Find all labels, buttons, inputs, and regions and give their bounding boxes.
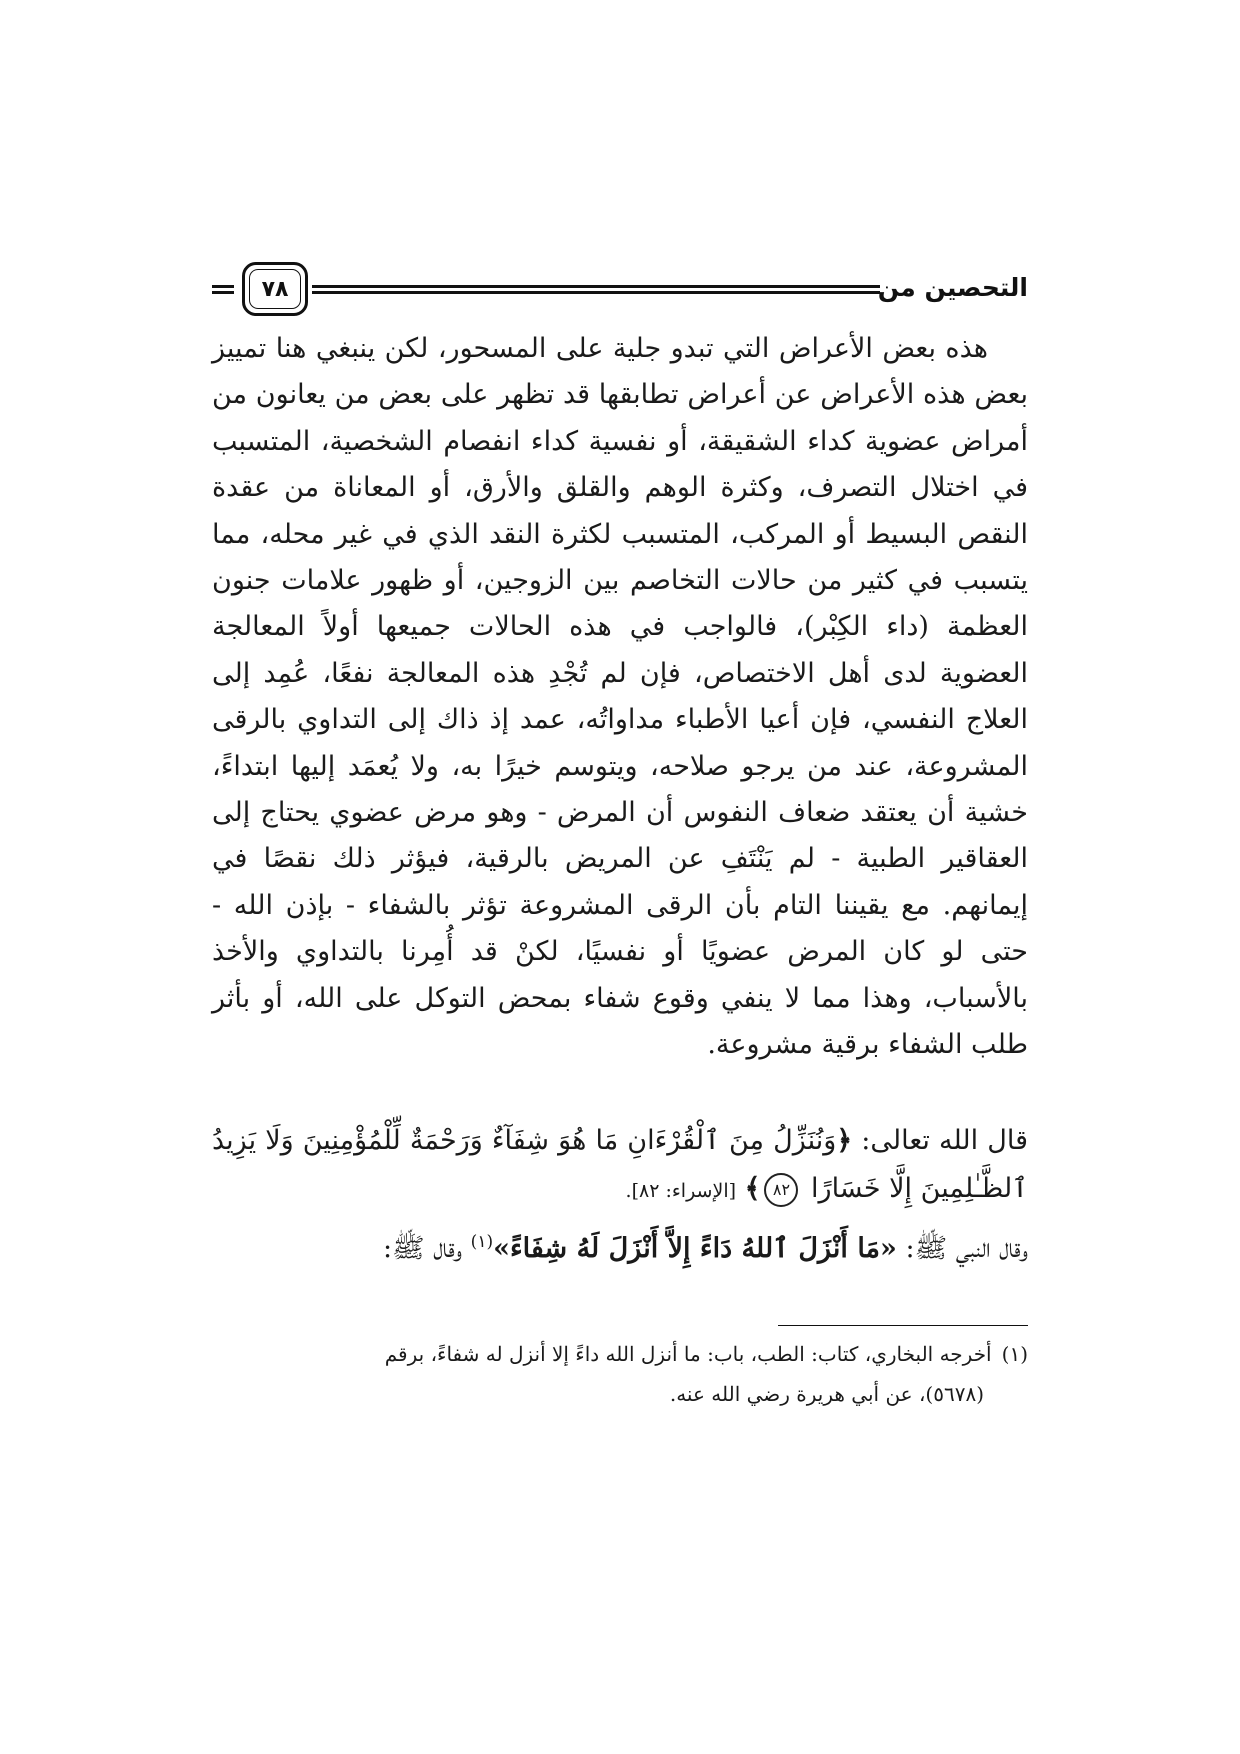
footnote-line-1: أخرجه البخاري، كتاب: الطب، باب: ما أنزل الله داءً إلا أنزل له شفاءً، برقم	[384, 1342, 992, 1366]
verse-open-bracket: ﴿	[836, 1125, 853, 1156]
footnote-line-2: (٥٦٧٨)، عن أبي هريرة رضي الله عنه.	[669, 1382, 984, 1406]
footnote-number: (١)	[1001, 1342, 1028, 1366]
page-number: ٧٨	[261, 276, 289, 302]
footnote-reference-marker[interactable]: (١)	[470, 1232, 494, 1252]
verse-text: وَنُنَزِّلُ مِنَ ٱلْقُرْءَانِ مَا هُوَ شِفَآءٌ وَرَحْمَةٌ لِّلْمُؤْمِنِينَ وَلَا يَزِيدُ ٱلظَّـٰلِمِينَ إِلَّا خَسَارًا	[212, 1125, 1028, 1204]
header-double-rule-end	[212, 285, 234, 294]
quran-verse-paragraph	[212, 1117, 1028, 1215]
header-title: التحصين من	[877, 273, 1028, 302]
main-paragraph	[212, 326, 1028, 1069]
footnote	[212, 1334, 1028, 1414]
footnote-separator	[778, 1325, 1028, 1326]
running-header	[212, 262, 1028, 318]
verse-intro: قال الله تعالى:	[861, 1125, 1028, 1156]
verse-close-bracket: ﴾	[744, 1173, 761, 1204]
hadith-intro: وقال النبي ﷺ:	[905, 1233, 1028, 1264]
hadith-paragraph	[212, 1225, 1028, 1273]
header-double-rule	[312, 285, 880, 294]
main-paragraph-text: هذه بعض الأعراض التي تبدو جلية على المسحور، لكن ينبغي هنا تمييز بعض هذه الأعراض عن أعراض تطابقها قد تظهر على بعض من يعانون من أمراض عضوية كداء الشقيقة، أو نفسية كداء انفصام الشخصية، المتسبب في اختلال التصرف، وكثرة الوهم والقلق والأرق، أو المعاناة من عقدة النقص البسيط أو المركب، المتسبب لكثرة النقد الذي في غير محله، مما يتسبب في كثير من حالات التخاصم بين الزوجين، أو ظهور علامات جنون العظمة (داء الكِبْر)، فالواجب في هذه الحالات جميعها أولاً المعالجة العضوية لدى أهل الاختصاص، فإن لم تُجْدِ هذه المعالجة نفعًا، عُمِد إلى العلاج النفسي، فإن أعيا الأطباء مداواتُه، عمد إذ ذاك إلى التداوي بالرقى المشروعة، عند من يرجو صلاحه، ويتوسم خيرًا به، ولا يُعمَد إليها ابتداءً، خشية أن يعتقد ضعاف النفوس أن المرض - وهو مرض عضوي يحتاج إلى العقاقير الطبية - لم يَنْتَفِ عن المريض بالرقية، فيؤثر ذلك نقصًا في إيمانهم. مع يقيننا التام بأن الرقى المشروعة تؤثر بالشفاء - بإذن الله - حتى لو كان المرض عضويًا أو نفسيًا، لكنْ قد أُمِرنا بالتداوي والأخذ بالأسباب، وهذا مما لا ينفي وقوع شفاء بمحض التوكل على الله، أو بأثر طلب الشفاء برقية مشروعة.	[212, 333, 1028, 1061]
hadith-outro: وقال ﷺ:	[382, 1233, 463, 1264]
page-number-frame	[242, 262, 308, 316]
verse-reference: [الإسراء: ٨٢].	[625, 1180, 737, 1202]
hadith-quote: «مَا أَنْزَلَ ٱللهُ دَاءً إِلاَّ أَنْزَلَ لَهُ شِفَاءً»	[493, 1233, 897, 1264]
ayah-number-marker: ٨٢	[764, 1173, 798, 1207]
